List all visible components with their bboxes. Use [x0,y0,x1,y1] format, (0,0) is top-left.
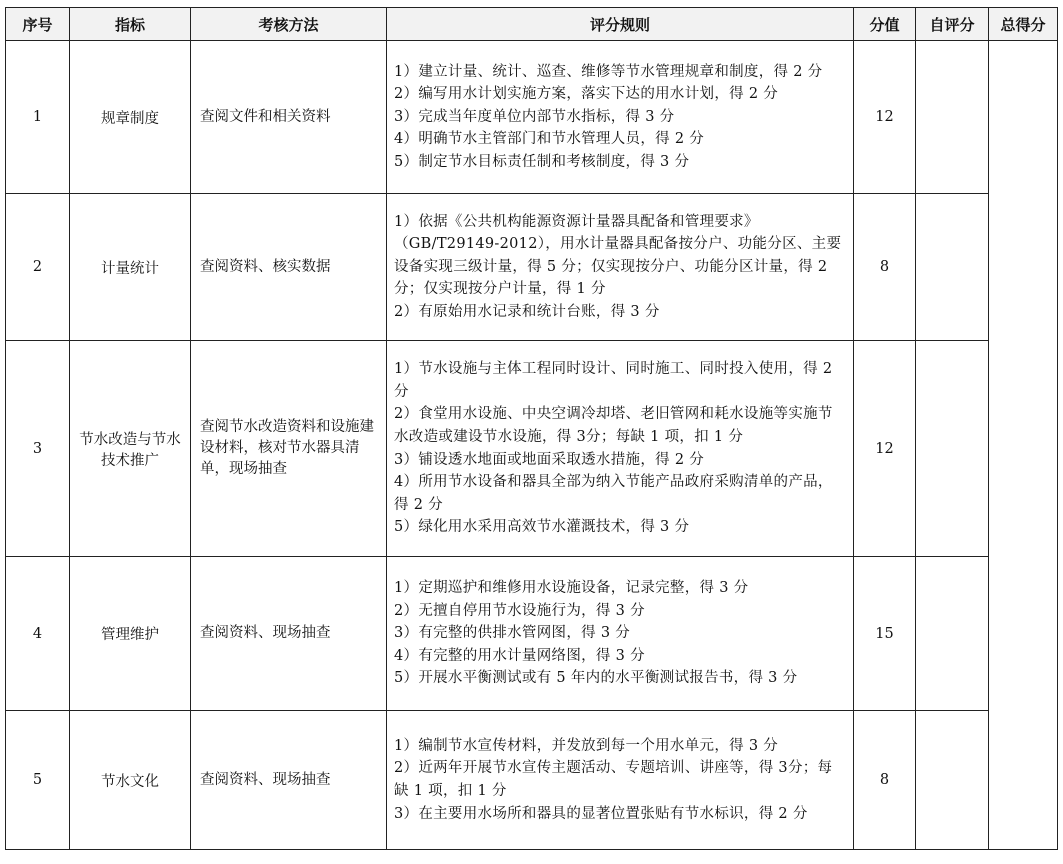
rule-item: 4）有完整的用水计量网络图，得 3 分 [394,647,645,664]
rule-item: 2）近两年开展节水宣传主题活动、专题培训、讲座等，得 3分；每缺 1 项，扣 1 分 [394,760,833,799]
rule-item: 3）在主要用水场所和器具的显著位置张贴有节水标识，得 2 分 [394,805,808,822]
rule-item: 1）建立计量、统计、巡查、维修等节水管理规章和制度，得 2 分 [394,63,823,80]
header-total-score: 总得分 [989,8,1058,41]
header-no: 序号 [6,8,70,41]
rule-item: 5）绿化用水采用高效节水灌溉技术，得 3 分 [394,519,690,536]
rule-item: 3）有完整的供排水管网图，得 3 分 [394,625,631,642]
row-indicator: 计量统计 [70,194,191,341]
row-method: 查阅资料、现场抽查 [191,557,387,711]
row-score: 12 [854,41,916,194]
total-score-cell[interactable] [989,41,1058,850]
row-method: 查阅资料、现场抽查 [191,711,387,850]
row-rules [387,711,854,850]
row-score: 15 [854,557,916,711]
rule-item: 3）铺设透水地面或地面采取透水措施，得 2 分 [394,451,705,468]
rule-item: 2）无擅自停用节水设施行为，得 3 分 [394,602,645,619]
row-no: 5 [6,711,70,850]
row-rules [387,194,854,341]
rule-item: 2）食堂用水设施、中央空调冷却塔、老旧管网和耗水设施等实施节水改造或建设节水设施，得 3分；每缺 1 项，扣 1 分 [394,406,833,445]
row-self-score[interactable] [916,194,989,341]
table-row [6,194,1058,341]
header-self-score: 自评分 [916,8,989,41]
row-no: 4 [6,557,70,711]
rule-item: 1）依据《公共机构能源资源计量器具配备和管理要求》（GB/T29149-2012），用水计量器具配备按分户、功能分区、主要设备实现三级计量，得 5 分；仅实现按分户、功能分区计量，得 2 分；仅实现按分户计量，得 1 分 [394,213,842,298]
row-indicator: 规章制度 [70,41,191,194]
row-indicator: 节水改造与节水技术推广 [70,341,191,557]
row-no: 2 [6,194,70,341]
row-rules [387,341,854,557]
rule-item: 5）制定节水目标责任制和考核制度，得 3 分 [394,153,690,170]
row-self-score[interactable] [916,341,989,557]
rule-item: 1）编制节水宣传材料，并发放到每一个用水单元，得 3 分 [394,737,779,754]
rule-item: 1）定期巡护和维修用水设施设备，记录完整，得 3 分 [394,580,749,597]
row-no: 1 [6,41,70,194]
row-method: 查阅资料、核实数据 [191,194,387,341]
header-indicator: 指标 [70,8,191,41]
row-indicator: 管理维护 [70,557,191,711]
row-score: 8 [854,711,916,850]
row-indicator: 节水文化 [70,711,191,850]
row-method: 查阅节水改造资料和设施建设材料，核对节水器具清单，现场抽查 [191,341,387,557]
header-method: 考核方法 [191,8,387,41]
rule-item: 4）明确节水主管部门和节水管理人员，得 2 分 [394,131,705,148]
row-method: 查阅文件和相关资料 [191,41,387,194]
evaluation-table [5,7,1058,850]
rule-item: 2）有原始用水记录和统计台账，得 3 分 [394,303,660,320]
row-self-score[interactable] [916,557,989,711]
table-row [6,341,1058,557]
header-rules: 评分规则 [387,8,854,41]
rule-item: 2）编写用水计划实施方案，落实下达的用水计划，得 2 分 [394,86,779,103]
row-no: 3 [6,341,70,557]
row-score: 8 [854,194,916,341]
table-row [6,41,1058,194]
rule-item: 3）完成当年度单位内部节水指标，得 3 分 [394,108,675,125]
row-rules [387,41,854,194]
table-row [6,557,1058,711]
header-row [6,8,1058,41]
row-self-score[interactable] [916,41,989,194]
table-row [6,711,1058,850]
rule-item: 1）节水设施与主体工程同时设计、同时施工、同时投入使用，得 2 分 [394,361,833,400]
row-self-score[interactable] [916,711,989,850]
row-rules [387,557,854,711]
rule-item: 4）所用节水设备和器具全部为纳入节能产品政府采购清单的产品，得 2 分 [394,474,833,513]
header-score: 分值 [854,8,916,41]
row-score: 12 [854,341,916,557]
rule-item: 5）开展水平衡测试或有 5 年内的水平衡测试报告书，得 3 分 [394,670,798,687]
